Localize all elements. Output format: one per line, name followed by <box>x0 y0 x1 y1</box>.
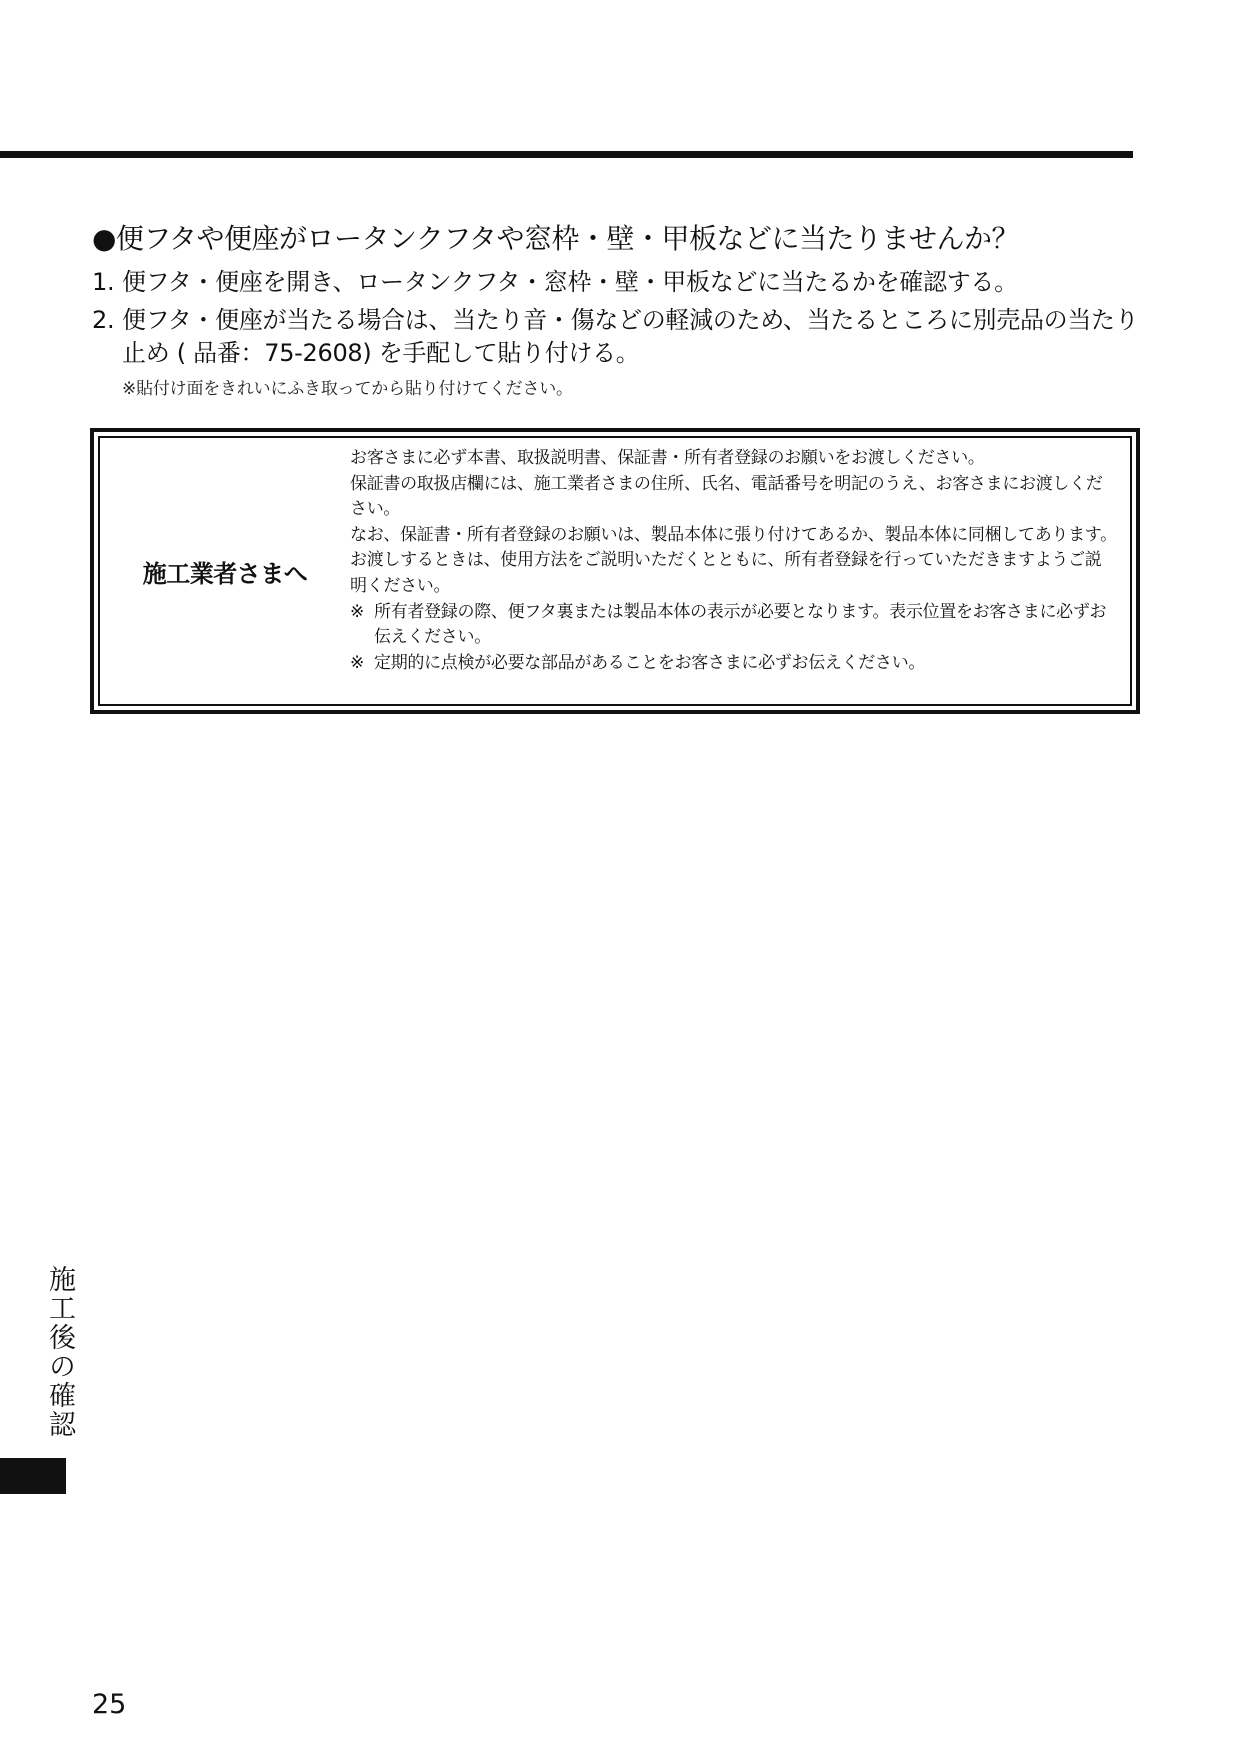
step-text: 便フタ・便座が当たる場合は、当たり音・傷などの軽減のため、当たるところに別売品の当たり止め ( 品番：75-2608) を手配して貼り付ける。 <box>122 306 1139 367</box>
side-tab-label: 施工後の確認 <box>44 1265 75 1439</box>
step-note: ※貼付け面をきれいにふき取ってから貼り付けてください。 <box>122 379 573 399</box>
step-number: 2. <box>92 306 115 334</box>
page-number: 25 <box>92 1689 127 1720</box>
reference-text: 所有者登録の際、便フタ裏または製品本体の表示が必要となります。表示位置をお客さまに必ずお伝えください。 <box>374 601 1107 648</box>
top-divider-rule <box>0 151 1133 158</box>
notice-body <box>350 438 1130 704</box>
notice-paragraph: お客さまに必ず本書、取扱説明書、保証書・所有者登録のお願いをお渡しください。 <box>350 448 985 468</box>
step-2 <box>92 304 1142 370</box>
notice-reference <box>350 600 1118 651</box>
reference-mark: ※ <box>350 652 364 673</box>
notice-inner-frame <box>98 436 1132 706</box>
notice-paragraph: なお、保証書・所有者登録のお願いは、製品本体に張り付けてあるか、製品本体に同梱してあります。 <box>350 524 1117 545</box>
notice-label: 施工業者さまへ <box>142 559 308 588</box>
side-tab-marker <box>0 1458 66 1494</box>
reference-text: 定期的に点検が必要な部品があることをお客さまに必ずお伝えください。 <box>374 652 926 673</box>
reference-mark: ※ <box>350 601 364 622</box>
section-heading: ●便フタや便座がロータンクフタや窓枠・壁・甲板などに当たりませんか？ <box>92 222 1019 255</box>
step-text: 便フタ・便座を開き、ロータンクフタ・窓枠・壁・甲板などに当たるかを確認する。 <box>122 268 1018 296</box>
notice-reference <box>350 651 1118 677</box>
notice-paragraph: 保証書の取扱店欄には、施工業者さまの住所、氏名、電話番号を明記のうえ、お客さまにお渡しください。 <box>350 473 1103 520</box>
check-section <box>92 220 1142 402</box>
installer-notice-box <box>90 428 1140 714</box>
step-number: 1. <box>92 268 115 296</box>
notice-paragraph: お渡しするときは、使用方法をご説明いただくとともに、所有者登録を行っていただきますようご説明ください。 <box>350 550 1102 596</box>
step-1 <box>92 266 1142 299</box>
